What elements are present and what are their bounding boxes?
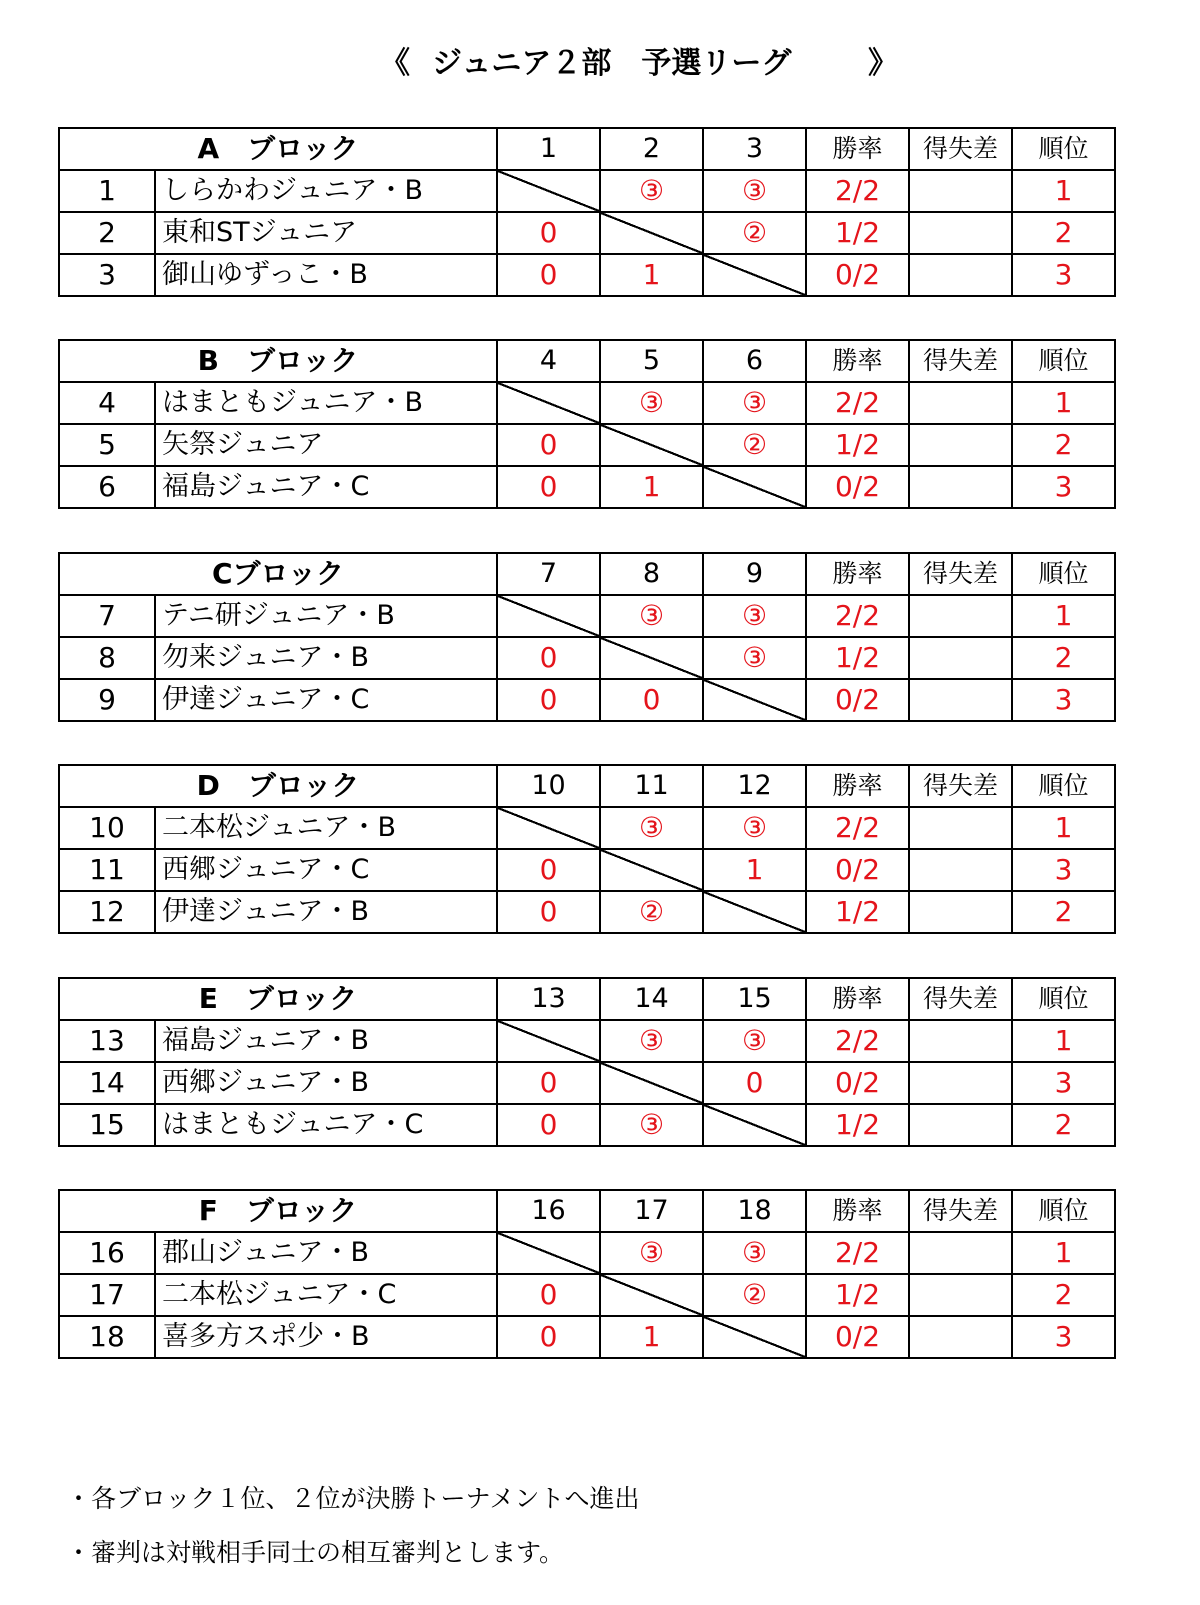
team-name: 福島ジュニア・C bbox=[155, 466, 497, 508]
team-name: はまともジュニア・C bbox=[155, 1104, 497, 1146]
point-diff-header: 得失差 bbox=[909, 1190, 1012, 1232]
win-rate-cell: 1/2 bbox=[806, 1274, 909, 1316]
self-match-cell bbox=[600, 212, 703, 254]
block-label: Cブロック bbox=[59, 553, 497, 595]
notes bbox=[66, 1472, 640, 1580]
rank-cell: 1 bbox=[1012, 1232, 1115, 1274]
team-name: 御山ゆずっこ・B bbox=[155, 254, 497, 296]
self-match-cell bbox=[703, 1316, 806, 1358]
team-row bbox=[59, 212, 1200, 254]
team-row bbox=[59, 595, 1200, 637]
win-rate-cell: 0/2 bbox=[806, 679, 909, 721]
match-result-cell: ③ bbox=[600, 170, 703, 212]
point-diff-cell bbox=[909, 1274, 1012, 1316]
rank-cell: 2 bbox=[1012, 891, 1115, 933]
win-rate-cell: 0/2 bbox=[806, 466, 909, 508]
rank-header: 順位 bbox=[1012, 1190, 1115, 1232]
team-name: 二本松ジュニア・C bbox=[155, 1274, 497, 1316]
block-table bbox=[58, 552, 1200, 722]
team-row bbox=[59, 1020, 1200, 1062]
rank-cell: 2 bbox=[1012, 1104, 1115, 1146]
rank-cell: 2 bbox=[1012, 424, 1115, 466]
self-match-cell bbox=[497, 382, 600, 424]
rank-cell: 3 bbox=[1012, 254, 1115, 296]
block-header-row bbox=[59, 128, 1200, 170]
win-rate-cell: 0/2 bbox=[806, 849, 909, 891]
team-row bbox=[59, 1274, 1200, 1316]
team-number: 14 bbox=[59, 1062, 155, 1104]
team-name: 福島ジュニア・B bbox=[155, 1020, 497, 1062]
opponent-column-header: 18 bbox=[703, 1190, 806, 1232]
opponent-column-header: 5 bbox=[600, 340, 703, 382]
team-row bbox=[59, 1232, 1200, 1274]
match-result-cell: ② bbox=[600, 891, 703, 933]
point-diff-cell bbox=[909, 212, 1012, 254]
point-diff-cell bbox=[909, 891, 1012, 933]
team-number: 16 bbox=[59, 1232, 155, 1274]
self-match-cell bbox=[600, 849, 703, 891]
block-table bbox=[58, 339, 1200, 509]
win-rate-cell: 2/2 bbox=[806, 595, 909, 637]
team-number: 2 bbox=[59, 212, 155, 254]
match-result-cell: 1 bbox=[703, 849, 806, 891]
win-rate-cell: 2/2 bbox=[806, 1232, 909, 1274]
block-header-row bbox=[59, 340, 1200, 382]
match-result-cell: ③ bbox=[703, 170, 806, 212]
self-match-cell bbox=[600, 1274, 703, 1316]
team-number: 12 bbox=[59, 891, 155, 933]
point-diff-header: 得失差 bbox=[909, 128, 1012, 170]
team-number: 7 bbox=[59, 595, 155, 637]
block-table bbox=[58, 127, 1200, 297]
team-number: 13 bbox=[59, 1020, 155, 1062]
opponent-column-header: 10 bbox=[497, 765, 600, 807]
team-number: 11 bbox=[59, 849, 155, 891]
team-number: 18 bbox=[59, 1316, 155, 1358]
opponent-column-header: 14 bbox=[600, 978, 703, 1020]
rank-cell: 1 bbox=[1012, 595, 1115, 637]
match-result-cell: 0 bbox=[497, 254, 600, 296]
opponent-column-header: 15 bbox=[703, 978, 806, 1020]
rank-cell: 1 bbox=[1012, 1020, 1115, 1062]
match-result-cell: ③ bbox=[703, 637, 806, 679]
team-number: 15 bbox=[59, 1104, 155, 1146]
rank-header: 順位 bbox=[1012, 128, 1115, 170]
match-result-cell: ③ bbox=[703, 382, 806, 424]
team-number: 1 bbox=[59, 170, 155, 212]
rank-cell: 3 bbox=[1012, 466, 1115, 508]
team-row bbox=[59, 254, 1200, 296]
match-result-cell: 0 bbox=[497, 1274, 600, 1316]
team-row bbox=[59, 679, 1200, 721]
rank-cell: 3 bbox=[1012, 1062, 1115, 1104]
rank-header: 順位 bbox=[1012, 765, 1115, 807]
team-number: 4 bbox=[59, 382, 155, 424]
title-open-bracket: 《 bbox=[380, 46, 410, 81]
win-rate-cell: 1/2 bbox=[806, 424, 909, 466]
block-table bbox=[58, 1189, 1200, 1359]
point-diff-cell bbox=[909, 595, 1012, 637]
team-name: 喜多方スポ少・B bbox=[155, 1316, 497, 1358]
match-result-cell: 0 bbox=[497, 1062, 600, 1104]
team-name: はまともジュニア・B bbox=[155, 382, 497, 424]
self-match-cell bbox=[600, 424, 703, 466]
block-label: F ブロック bbox=[59, 1190, 497, 1232]
point-diff-header: 得失差 bbox=[909, 340, 1012, 382]
block-label: D ブロック bbox=[59, 765, 497, 807]
point-diff-cell bbox=[909, 849, 1012, 891]
point-diff-cell bbox=[909, 1232, 1012, 1274]
rank-cell: 1 bbox=[1012, 807, 1115, 849]
opponent-column-header: 9 bbox=[703, 553, 806, 595]
win-rate-cell: 0/2 bbox=[806, 1062, 909, 1104]
opponent-column-header: 12 bbox=[703, 765, 806, 807]
match-result-cell: 1 bbox=[600, 1316, 703, 1358]
match-result-cell: 0 bbox=[497, 679, 600, 721]
match-result-cell: ② bbox=[703, 424, 806, 466]
opponent-column-header: 6 bbox=[703, 340, 806, 382]
opponent-column-header: 1 bbox=[497, 128, 600, 170]
match-result-cell: ③ bbox=[600, 382, 703, 424]
win-rate-cell: 1/2 bbox=[806, 212, 909, 254]
win-rate-cell: 0/2 bbox=[806, 254, 909, 296]
point-diff-cell bbox=[909, 1020, 1012, 1062]
team-row bbox=[59, 637, 1200, 679]
team-name: 郡山ジュニア・B bbox=[155, 1232, 497, 1274]
block-table bbox=[58, 764, 1200, 934]
rank-cell: 3 bbox=[1012, 849, 1115, 891]
win-rate-header: 勝率 bbox=[806, 340, 909, 382]
team-name: 東和STジュニア bbox=[155, 212, 497, 254]
team-name: テニ研ジュニア・B bbox=[155, 595, 497, 637]
team-row bbox=[59, 1062, 1200, 1104]
point-diff-cell bbox=[909, 1104, 1012, 1146]
match-result-cell: ③ bbox=[600, 1104, 703, 1146]
win-rate-cell: 1/2 bbox=[806, 891, 909, 933]
match-result-cell: 0 bbox=[497, 1316, 600, 1358]
team-name: 伊達ジュニア・C bbox=[155, 679, 497, 721]
match-result-cell: ② bbox=[703, 212, 806, 254]
team-row bbox=[59, 424, 1200, 466]
match-result-cell: 1 bbox=[600, 254, 703, 296]
title-text: ジュニア２部 予選リーグ bbox=[432, 46, 792, 81]
team-number: 6 bbox=[59, 466, 155, 508]
block-header-row bbox=[59, 978, 1200, 1020]
team-row bbox=[59, 170, 1200, 212]
rank-cell: 1 bbox=[1012, 382, 1115, 424]
win-rate-header: 勝率 bbox=[806, 978, 909, 1020]
team-number: 17 bbox=[59, 1274, 155, 1316]
match-result-cell: ③ bbox=[600, 595, 703, 637]
block-header-row bbox=[59, 1190, 1200, 1232]
block-label: B ブロック bbox=[59, 340, 497, 382]
point-diff-cell bbox=[909, 1316, 1012, 1358]
rank-header: 順位 bbox=[1012, 340, 1115, 382]
opponent-column-header: 16 bbox=[497, 1190, 600, 1232]
team-name: 二本松ジュニア・B bbox=[155, 807, 497, 849]
match-result-cell: ③ bbox=[600, 1020, 703, 1062]
self-match-cell bbox=[703, 466, 806, 508]
win-rate-header: 勝率 bbox=[806, 553, 909, 595]
team-number: 5 bbox=[59, 424, 155, 466]
opponent-column-header: 11 bbox=[600, 765, 703, 807]
rank-cell: 3 bbox=[1012, 1316, 1115, 1358]
team-name: 勿来ジュニア・B bbox=[155, 637, 497, 679]
rank-cell: 2 bbox=[1012, 212, 1115, 254]
opponent-column-header: 8 bbox=[600, 553, 703, 595]
team-name: しらかわジュニア・B bbox=[155, 170, 497, 212]
team-row bbox=[59, 849, 1200, 891]
team-number: 8 bbox=[59, 637, 155, 679]
self-match-cell bbox=[703, 254, 806, 296]
team-name: 西郷ジュニア・C bbox=[155, 849, 497, 891]
match-result-cell: 1 bbox=[600, 466, 703, 508]
block-label: A ブロック bbox=[59, 128, 497, 170]
point-diff-header: 得失差 bbox=[909, 978, 1012, 1020]
team-row bbox=[59, 466, 1200, 508]
team-row bbox=[59, 807, 1200, 849]
match-result-cell: 0 bbox=[497, 424, 600, 466]
match-result-cell: ② bbox=[703, 1274, 806, 1316]
opponent-column-header: 13 bbox=[497, 978, 600, 1020]
point-diff-cell bbox=[909, 807, 1012, 849]
note-advance: ・各ブロック１位、２位が決勝トーナメントへ進出 bbox=[66, 1484, 640, 1513]
opponent-column-header: 2 bbox=[600, 128, 703, 170]
self-match-cell bbox=[703, 679, 806, 721]
self-match-cell bbox=[497, 1020, 600, 1062]
team-number: 3 bbox=[59, 254, 155, 296]
match-result-cell: 0 bbox=[600, 679, 703, 721]
rank-cell: 1 bbox=[1012, 170, 1115, 212]
team-number: 10 bbox=[59, 807, 155, 849]
point-diff-cell bbox=[909, 466, 1012, 508]
note-referee: ・審判は対戦相手同士の相互審判とします。 bbox=[66, 1538, 565, 1567]
team-name: 西郷ジュニア・B bbox=[155, 1062, 497, 1104]
match-result-cell: 0 bbox=[497, 1104, 600, 1146]
win-rate-header: 勝率 bbox=[806, 1190, 909, 1232]
rank-header: 順位 bbox=[1012, 553, 1115, 595]
point-diff-header: 得失差 bbox=[909, 765, 1012, 807]
match-result-cell: 0 bbox=[497, 849, 600, 891]
win-rate-header: 勝率 bbox=[806, 128, 909, 170]
point-diff-cell bbox=[909, 637, 1012, 679]
match-result-cell: ③ bbox=[703, 807, 806, 849]
match-result-cell: 0 bbox=[497, 637, 600, 679]
win-rate-header: 勝率 bbox=[806, 765, 909, 807]
match-result-cell: ③ bbox=[600, 1232, 703, 1274]
point-diff-cell bbox=[909, 382, 1012, 424]
self-match-cell bbox=[600, 1062, 703, 1104]
match-result-cell: 0 bbox=[497, 466, 600, 508]
block-table bbox=[58, 977, 1200, 1147]
opponent-column-header: 17 bbox=[600, 1190, 703, 1232]
team-row bbox=[59, 1104, 1200, 1146]
point-diff-header: 得失差 bbox=[909, 553, 1012, 595]
win-rate-cell: 0/2 bbox=[806, 1316, 909, 1358]
team-row bbox=[59, 1316, 1200, 1358]
team-row bbox=[59, 891, 1200, 933]
self-match-cell bbox=[497, 170, 600, 212]
rank-cell: 2 bbox=[1012, 1274, 1115, 1316]
win-rate-cell: 2/2 bbox=[806, 170, 909, 212]
self-match-cell bbox=[497, 807, 600, 849]
opponent-column-header: 7 bbox=[497, 553, 600, 595]
self-match-cell bbox=[497, 595, 600, 637]
point-diff-cell bbox=[909, 254, 1012, 296]
team-row bbox=[59, 382, 1200, 424]
win-rate-cell: 2/2 bbox=[806, 1020, 909, 1062]
rank-cell: 3 bbox=[1012, 679, 1115, 721]
win-rate-cell: 1/2 bbox=[806, 1104, 909, 1146]
self-match-cell bbox=[703, 1104, 806, 1146]
block-header-row bbox=[59, 765, 1200, 807]
point-diff-cell bbox=[909, 1062, 1012, 1104]
block-label: E ブロック bbox=[59, 978, 497, 1020]
title-close-bracket: 》 bbox=[868, 46, 898, 81]
win-rate-cell: 1/2 bbox=[806, 637, 909, 679]
point-diff-cell bbox=[909, 170, 1012, 212]
win-rate-cell: 2/2 bbox=[806, 807, 909, 849]
match-result-cell: ③ bbox=[703, 1232, 806, 1274]
match-result-cell: 0 bbox=[703, 1062, 806, 1104]
match-result-cell: ③ bbox=[703, 595, 806, 637]
team-number: 9 bbox=[59, 679, 155, 721]
match-result-cell: ③ bbox=[703, 1020, 806, 1062]
match-result-cell: 0 bbox=[497, 212, 600, 254]
team-name: 矢祭ジュニア bbox=[155, 424, 497, 466]
opponent-column-header: 4 bbox=[497, 340, 600, 382]
rank-cell: 2 bbox=[1012, 637, 1115, 679]
team-name: 伊達ジュニア・B bbox=[155, 891, 497, 933]
point-diff-cell bbox=[909, 679, 1012, 721]
self-match-cell bbox=[600, 637, 703, 679]
match-result-cell: 0 bbox=[497, 891, 600, 933]
self-match-cell bbox=[703, 891, 806, 933]
block-header-row bbox=[59, 553, 1200, 595]
opponent-column-header: 3 bbox=[703, 128, 806, 170]
win-rate-cell: 2/2 bbox=[806, 382, 909, 424]
point-diff-cell bbox=[909, 424, 1012, 466]
match-result-cell: ③ bbox=[600, 807, 703, 849]
rank-header: 順位 bbox=[1012, 978, 1115, 1020]
self-match-cell bbox=[497, 1232, 600, 1274]
